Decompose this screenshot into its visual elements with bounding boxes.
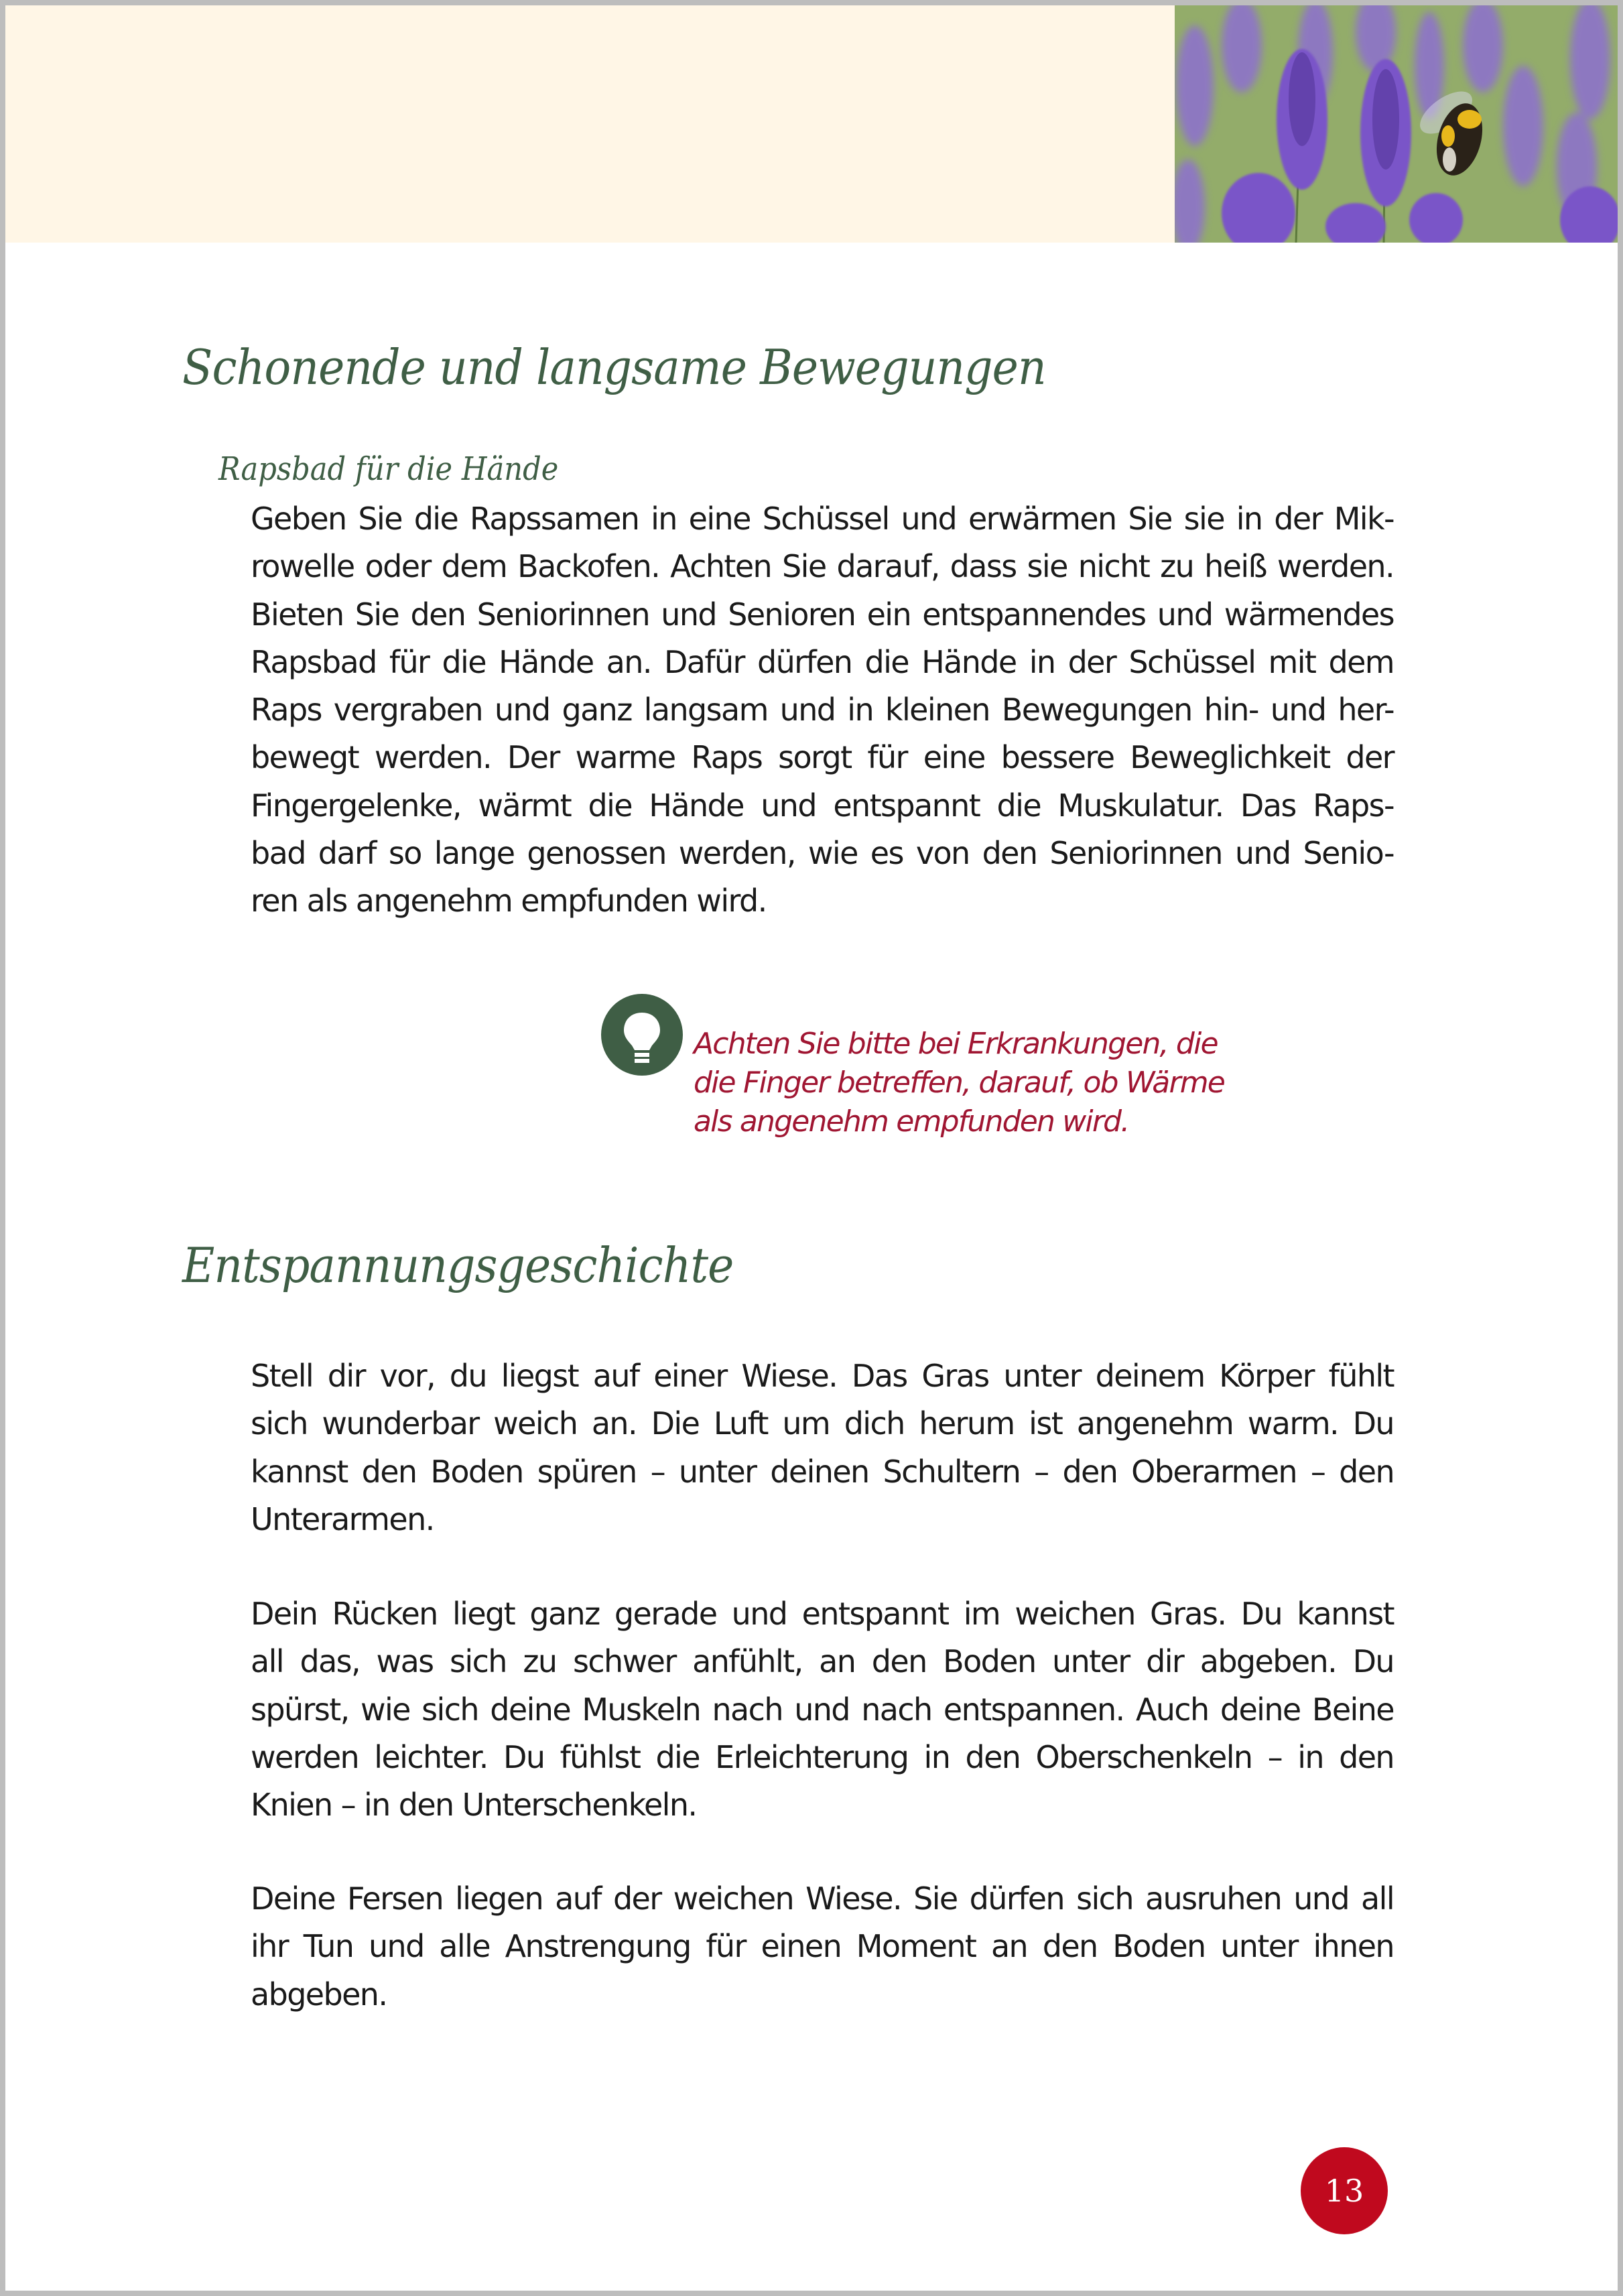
tip-callout <box>601 994 1271 1148</box>
paragraph-line: ihr Tun und alle Anstrengung für einen Moment an den Boden unter ihnen <box>251 1928 1394 1965</box>
paragraph-line: Knien – in den Unterschenkeln. <box>251 1787 697 1824</box>
paragraph-line: spürst, wie sich deine Muskeln nach und nach entspannen. Auch deine Beine <box>251 1691 1394 1728</box>
paragraph-line: abgeben. <box>251 1976 387 2013</box>
tip-line: Achten Sie bitte bei Erkrankungen, die <box>694 1027 1218 1061</box>
paragraph-line: ren als angenehm empfunden wird. <box>251 883 767 919</box>
tip-line: als angenehm empfunden wird. <box>694 1104 1129 1139</box>
subsection-title-rapsbad: Rapsbad für die Hände <box>218 450 559 488</box>
lavender-bee-photo <box>1175 5 1618 243</box>
paragraph-line: rowelle oder dem Backofen. Achten Sie darauf, dass sie nicht zu heiß werden. <box>251 548 1394 585</box>
rapsbad-paragraph <box>251 495 1394 926</box>
paragraph-line: Deine Fersen liegen auf der weichen Wiese. Sie dürfen sich ausruhen und all <box>251 1880 1394 1917</box>
story-paragraph-3 <box>251 1875 1394 2019</box>
paragraph-line: all das, was sich zu schwer anfühlt, an den Boden unter dir abgeben. Du <box>251 1643 1394 1680</box>
tip-line: die Finger betreffen, darauf, ob Wärme <box>694 1066 1225 1100</box>
paragraph-line: sich wunderbar weich an. Die Luft um dich herum ist angenehm warm. Du <box>251 1405 1394 1442</box>
paragraph-line: Bieten Sie den Seniorinnen und Senioren ein entspannendes und wärmendes <box>251 596 1394 633</box>
paragraph-line: Dein Rücken liegt ganz gerade und entspannt im weichen Gras. Du kannst <box>251 1596 1394 1632</box>
header-band <box>5 5 1175 243</box>
paragraph-line: kannst den Boden spüren – unter deinen Schultern – den Oberarmen – den <box>251 1453 1394 1490</box>
paragraph-line: werden leichter. Du fühlst die Erleichterung in den Oberschenkeln – in den <box>251 1738 1394 1775</box>
paragraph-line: Stell dir vor, du liegst auf einer Wiese. Das Gras unter deinem Körper fühlt <box>251 1358 1394 1394</box>
story-paragraph-2 <box>251 1590 1394 1829</box>
page-number-badge: 13 <box>1301 2147 1388 2234</box>
paragraph-line: Unterarmen. <box>251 1501 434 1537</box>
paragraph-line: Raps vergraben und ganz langsam und in kleinen Bewegungen hin- und her- <box>251 692 1394 728</box>
section-title-relaxation-story: Entspannungsgeschichte <box>182 1237 734 1293</box>
story-paragraph-1 <box>251 1352 1394 1543</box>
paragraph-line: Rapsbad für die Hände an. Dafür dürfen die Hände in der Schüssel mit dem <box>251 643 1394 680</box>
paragraph-line: Geben Sie die Rapssamen in eine Schüssel und erwärmen Sie sie in der Mik- <box>251 501 1394 537</box>
lightbulb-icon <box>601 994 683 1076</box>
tip-text <box>694 1025 1224 1141</box>
section-title-gentle-movements: Schonende und langsame Bewegungen <box>182 339 1046 395</box>
paragraph-line: bad darf so lange genossen werden, wie es von den Seniorinnen und Senio- <box>251 835 1394 872</box>
paragraph-line: bewegt werden. Der warme Raps sorgt für eine bessere Beweglichkeit der <box>251 739 1394 776</box>
document-page <box>5 5 1618 2291</box>
paragraph-line: Fingergelenke, wärmt die Hände und entspannt die Muskulatur. Das Raps- <box>251 787 1394 824</box>
